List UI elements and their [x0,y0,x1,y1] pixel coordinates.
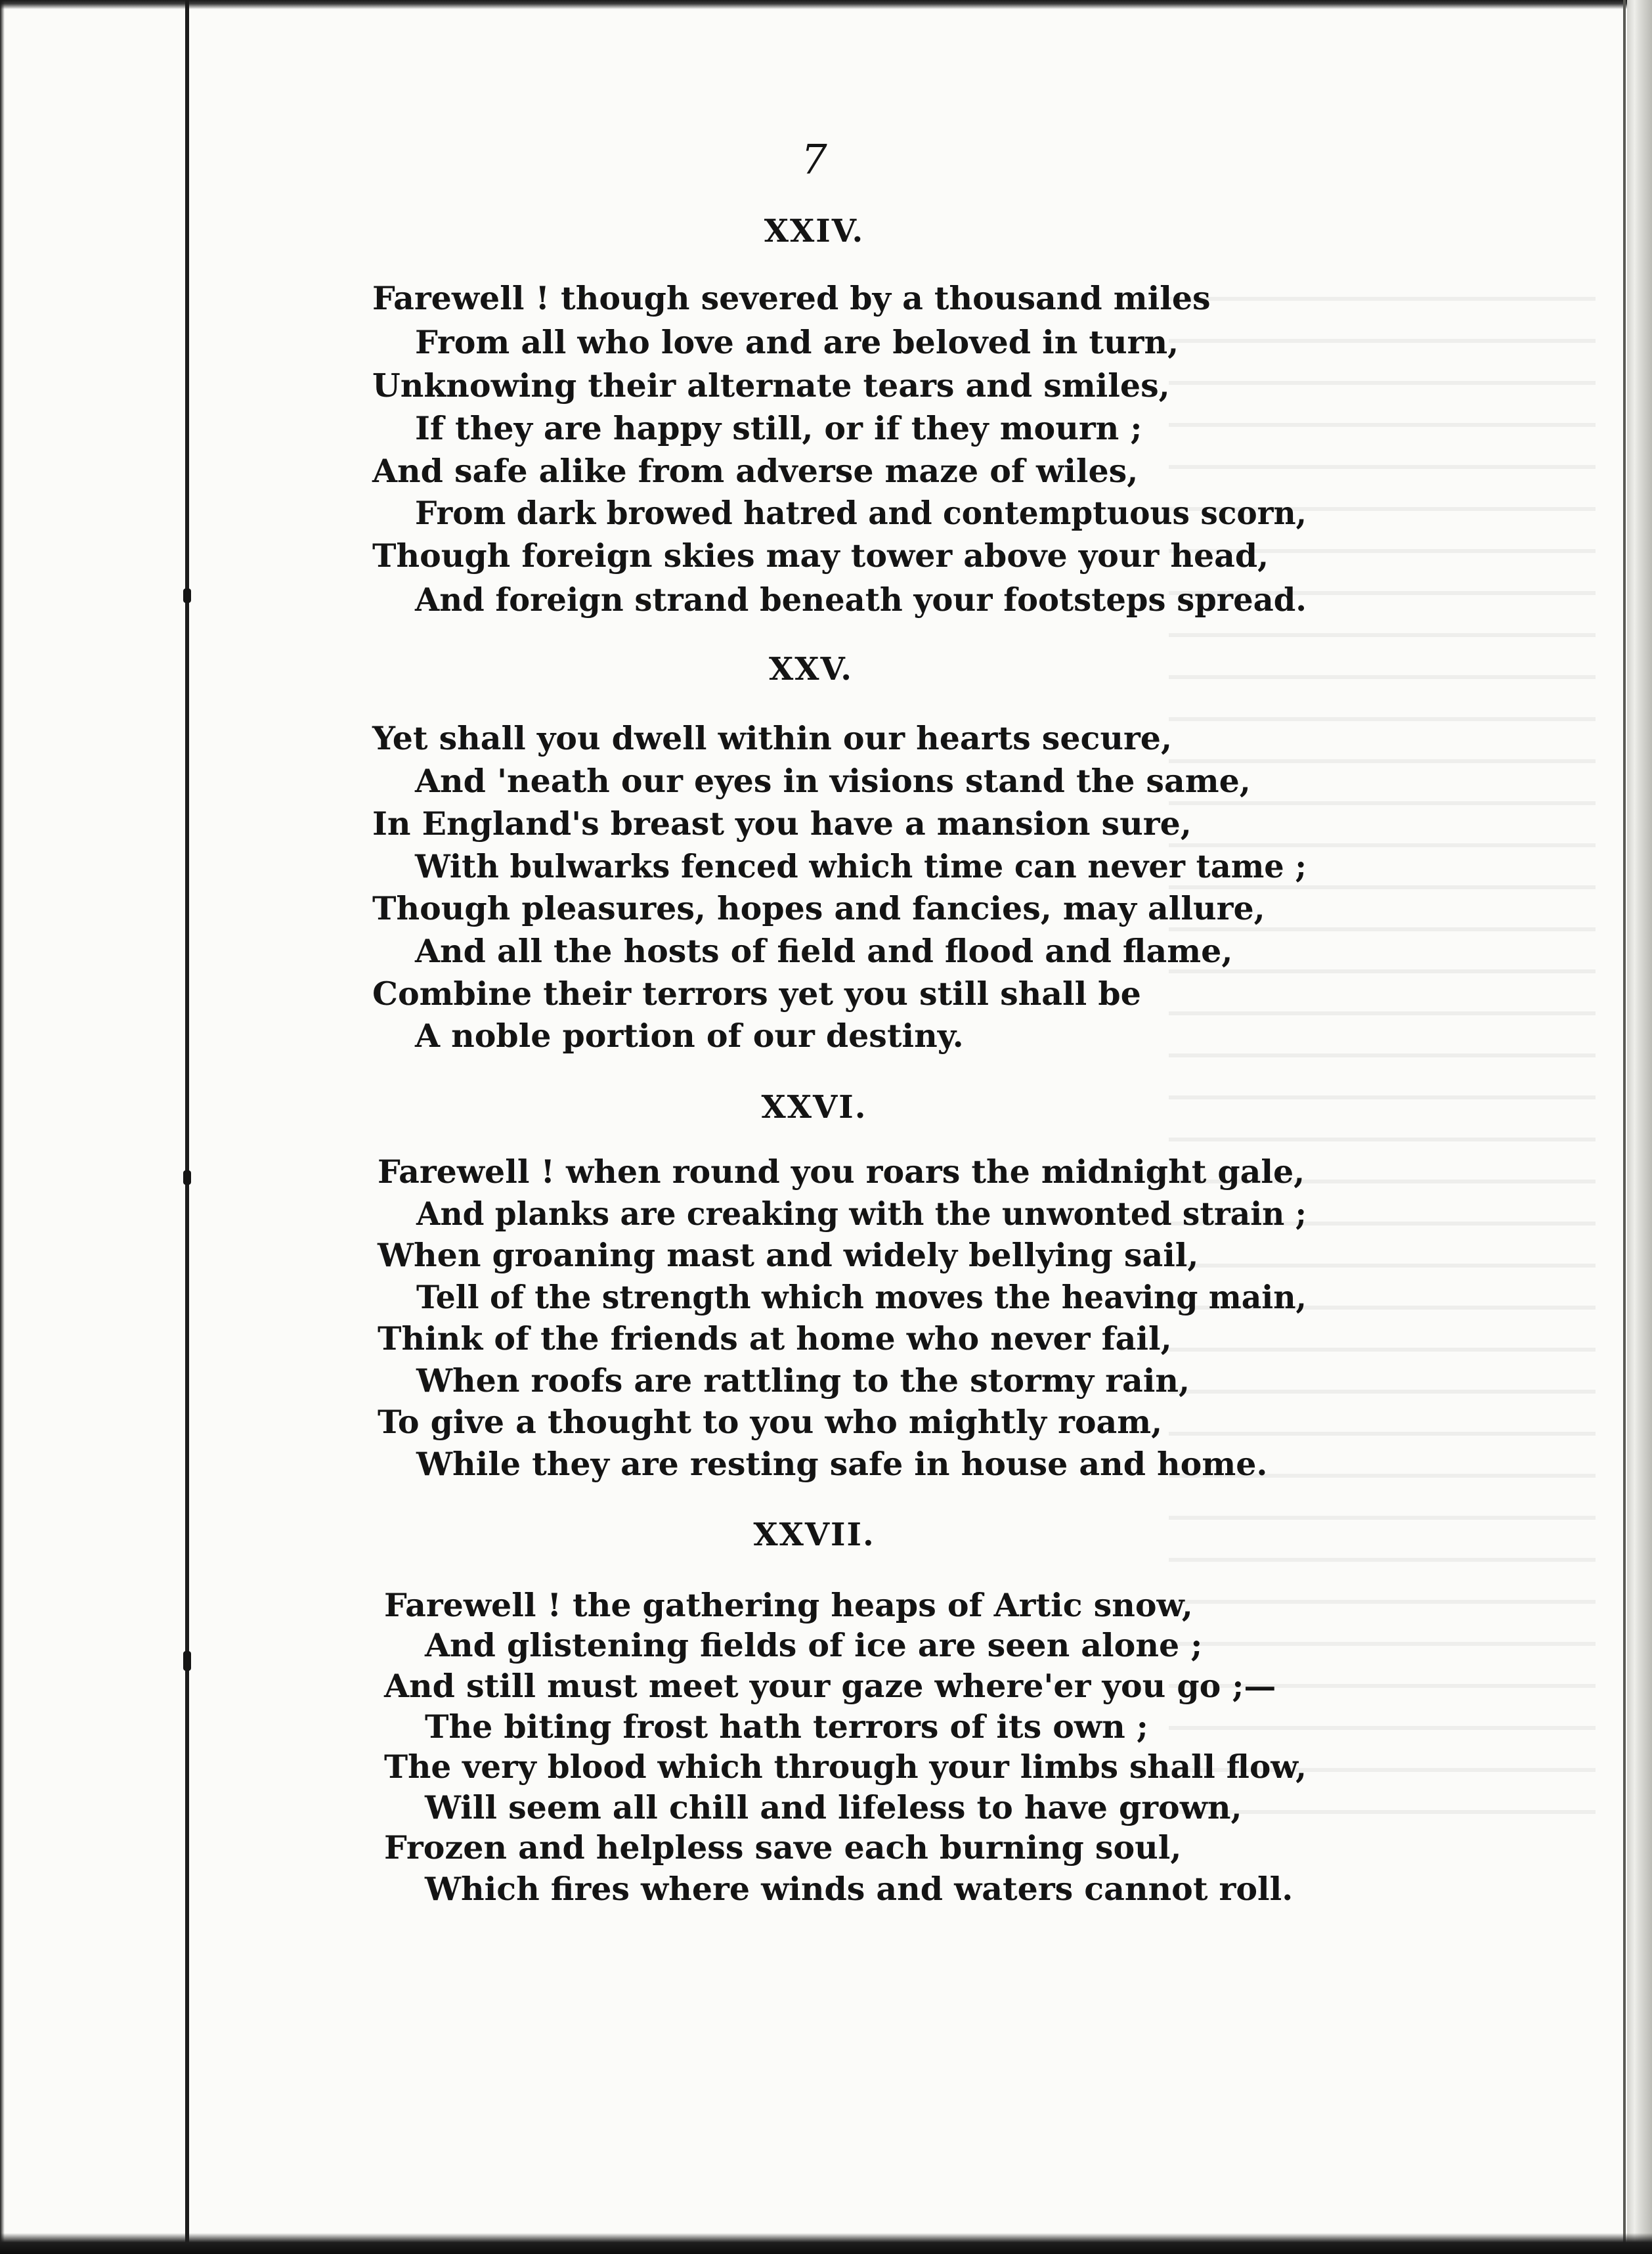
verse-line: And planks are creaking with the unwonted strain ; [416,1195,1307,1233]
verse-line: Farewell ! when round you roars the midnight gale, [378,1153,1305,1191]
verse-line: And glistening fields of ice are seen alone ; [425,1626,1203,1664]
verse-line: And all the hosts of field and flood and flame, [415,932,1233,970]
page-edge-line [1623,0,1626,2254]
verse-line: Tell of the strength which moves the heaving main, [416,1278,1307,1316]
verse-line: Think of the friends at home who never fail, [378,1319,1172,1358]
verse-line: Though foreign skies may tower above your head, [372,537,1269,575]
binding-mark [183,588,191,603]
verse-line: The very blood which through your limbs shall flow, [384,1748,1307,1786]
verse-line: And 'neath our eyes in visions stand the same, [415,762,1251,800]
verse-line: In England's breast you have a mansion sure, [372,805,1192,843]
verse-line: With bulwarks fenced which time can never tame ; [415,847,1307,885]
verse-line: From all who love and are beloved in turn, [415,323,1179,361]
verse-line: Which fires where winds and waters cannot roll. [425,1870,1293,1908]
verse-line: Will seem all chill and lifeless to have grown, [425,1788,1242,1826]
page-number: 7 [801,135,827,183]
verse-line: To give a thought to you who mightly roam, [378,1403,1163,1441]
verse-line: When groaning mast and widely bellying sail, [378,1236,1199,1274]
verse-line: Combine their terrors yet you still shall be [372,975,1141,1013]
verse-line: Farewell ! the gathering heaps of Artic snow, [384,1586,1193,1624]
verse-line: While they are resting safe in house and home. [416,1445,1268,1483]
scan-top-shadow [0,0,1652,9]
verse-line: When roofs are rattling to the stormy rain, [416,1361,1190,1400]
stanza-heading: XXVI. [761,1089,867,1126]
verse-line: If they are happy still, or if they mourn ; [415,409,1142,447]
scan-left-shadow [0,0,5,2254]
binding-line [185,0,189,2254]
verse-line: And still must meet your gaze where'er you go ;— [384,1667,1276,1705]
verse-line: And safe alike from adverse maze of wiles, [372,452,1139,490]
verse-line: Unknowing their alternate tears and smiles, [372,366,1170,405]
verse-line: Farewell ! though severed by a thousand miles [372,279,1211,317]
stanza-heading: XXIV. [764,213,865,250]
facing-page-edge [1627,0,1652,2254]
verse-line: The biting frost hath terrors of its own ; [425,1708,1148,1746]
binding-mark [183,1651,191,1671]
binding-mark [183,1170,191,1185]
verse-line: And foreign strand beneath your footsteps spread. [415,581,1307,619]
stanza-heading: XXV. [768,651,854,688]
scan-bottom-shadow [0,2233,1652,2254]
verse-line: From dark browed hatred and contemptuous scorn, [415,494,1307,532]
stanza-heading: XXVII. [753,1516,875,1553]
verse-line: A noble portion of our destiny. [415,1017,964,1055]
verse-line: Frozen and helpless save each burning soul, [384,1828,1182,1867]
verse-line: Though pleasures, hopes and fancies, may allure, [372,889,1265,927]
verse-line: Yet shall you dwell within our hearts secure, [372,719,1173,757]
